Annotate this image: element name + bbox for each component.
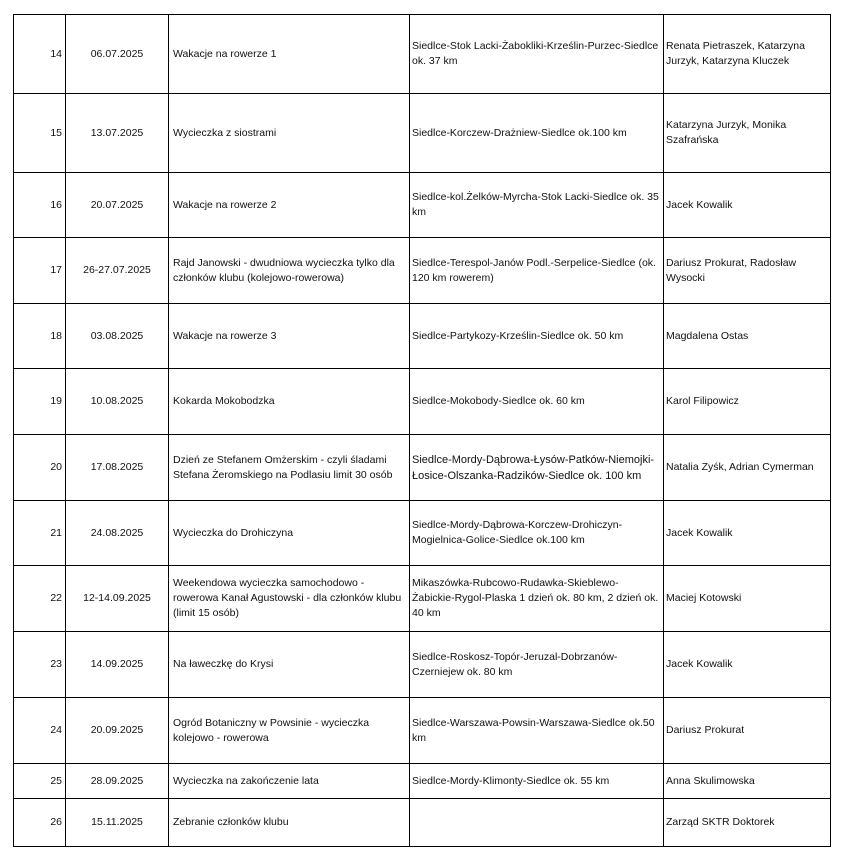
trip-name: Wycieczka z siostrami — [169, 94, 410, 173]
trip-date: 13.07.2025 — [66, 94, 169, 173]
table-row — [14, 435, 831, 501]
trip-route: Siedlce-Terespol-Janów Podl.-Serpelice-Siedlce (ok. 120 km rowerem) — [410, 238, 664, 304]
trip-number: 22 — [14, 566, 66, 632]
trip-name: Na ławeczkę do Krysi — [169, 632, 410, 698]
table-row — [14, 698, 831, 764]
table-row — [14, 764, 831, 799]
trip-name: Wakacje na rowerze 1 — [169, 15, 410, 94]
trip-date: 12-14.09.2025 — [66, 566, 169, 632]
trip-leaders: Magdalena Ostas — [664, 304, 831, 369]
trip-leaders: Katarzyna Jurzyk, Monika Szafrańska — [664, 94, 831, 173]
table-row — [14, 799, 831, 847]
trip-route: Siedlce-kol.Żelków-Myrcha-Stok Lacki-Siedlce ok. 35 km — [410, 173, 664, 238]
table-row — [14, 501, 831, 566]
trip-name: Wycieczka na zakończenie lata — [169, 764, 410, 799]
trip-date: 10.08.2025 — [66, 369, 169, 435]
trip-leaders: Dariusz Prokurat — [664, 698, 831, 764]
trip-route: Mikaszówka-Rubcowo-Rudawka-Skieblewo-Żabickie-Rygol-Plaska 1 dzień ok. 80 km, 2 dzień ok. 40 km — [410, 566, 664, 632]
trip-number: 21 — [14, 501, 66, 566]
trip-date: 20.07.2025 — [66, 173, 169, 238]
trip-date: 20.09.2025 — [66, 698, 169, 764]
table-row — [14, 238, 831, 304]
trip-number: 26 — [14, 799, 66, 847]
table-row — [14, 632, 831, 698]
trip-route: Siedlce-Roskosz-Topór-Jeruzal-Dobrzanów-Czerniejew ok. 80 km — [410, 632, 664, 698]
trip-route: Siedlce-Mordy-Klimonty-Siedlce ok. 55 km — [410, 764, 664, 799]
table-row — [14, 94, 831, 173]
trip-name: Ogród Botaniczny w Powsinie - wycieczka kolejowo - rowerowa — [169, 698, 410, 764]
trip-date: 14.09.2025 — [66, 632, 169, 698]
trip-schedule-table — [13, 14, 831, 847]
trip-number: 16 — [14, 173, 66, 238]
trip-date: 15.11.2025 — [66, 799, 169, 847]
trip-leaders: Dariusz Prokurat, Radosław Wysocki — [664, 238, 831, 304]
trip-route: Siedlce-Stok Lacki-Żaboklik​i-Krześlin-Purzec-Siedlce ok. 37 km — [410, 15, 664, 94]
table-row — [14, 15, 831, 94]
trip-name: Rajd Janowski - dwudniowa wycieczka tylko dla członków klubu (kolejowo-rowerowa) — [169, 238, 410, 304]
trip-route: Siedlce-Mokobody-Siedlce ok. 60 km — [410, 369, 664, 435]
trip-leaders: Zarząd SKTR Doktorek — [664, 799, 831, 847]
trip-number: 14 — [14, 15, 66, 94]
trip-route: Siedlce-Partykozy-Krześlin-Siedlce ok. 50 km — [410, 304, 664, 369]
trip-number: 18 — [14, 304, 66, 369]
trip-name: Weekendowa wycieczka samochodowo - rowerowa Kanał Agustowski - dla członków klubu (limit 15 osób) — [169, 566, 410, 632]
trip-date: 03.08.2025 — [66, 304, 169, 369]
trip-date: 26-27.07.2025 — [66, 238, 169, 304]
trip-date: 24.08.2025 — [66, 501, 169, 566]
trip-name: Zebranie członków klubu — [169, 799, 410, 847]
trip-number: 19 — [14, 369, 66, 435]
trip-route: Siedlce-Mordy-Dąbrowa-Korczew-Drohiczyn-Mogielnica-Golice-Siedlce ok.100 km — [410, 501, 664, 566]
trip-leaders: Anna Skulimowska — [664, 764, 831, 799]
trip-schedule-body — [14, 15, 831, 847]
trip-number: 20 — [14, 435, 66, 501]
table-row — [14, 369, 831, 435]
trip-leaders: Jacek Kowalik — [664, 501, 831, 566]
table-row — [14, 173, 831, 238]
trip-name: Dzień ze Stefanem Omżerskim - czyli śladami Stefana Żeromskiego na Podlasiu limit 30 osób — [169, 435, 410, 501]
trip-number: 23 — [14, 632, 66, 698]
table-row — [14, 304, 831, 369]
trip-leaders: Karol Filipowicz — [664, 369, 831, 435]
trip-name: Kokarda Mokobodzka — [169, 369, 410, 435]
trip-leaders: Jacek Kowalik — [664, 173, 831, 238]
trip-leaders: Renata Pietraszek, Katarzyna Jurzyk, Katarzyna Kluczek — [664, 15, 831, 94]
trip-name: Wakacje na rowerze 3 — [169, 304, 410, 369]
trip-route: Siedlce-Mordy-Dąbrowa-Łysów-Patków-Niemojki-Łosice-Olszanka-Radzików-Siedlce ok. 100 km — [410, 435, 664, 501]
trip-number: 25 — [14, 764, 66, 799]
trip-date: 17.08.2025 — [66, 435, 169, 501]
trip-name: Wakacje na rowerze 2 — [169, 173, 410, 238]
table-row — [14, 566, 831, 632]
trip-date: 06.07.2025 — [66, 15, 169, 94]
trip-number: 15 — [14, 94, 66, 173]
trip-date: 28.09.2025 — [66, 764, 169, 799]
trip-route: Siedlce-Korczew-Drażniew-Siedlce ok.100 km — [410, 94, 664, 173]
trip-number: 17 — [14, 238, 66, 304]
trip-name: Wycieczka do Drohiczyna — [169, 501, 410, 566]
trip-leaders: Maciej Kotowski — [664, 566, 831, 632]
trip-route — [410, 799, 664, 847]
trip-number: 24 — [14, 698, 66, 764]
trip-route: Siedlce-Warszawa-Powsin-Warszawa-Siedlce ok.50 km — [410, 698, 664, 764]
trip-leaders: Jacek Kowalik — [664, 632, 831, 698]
trip-leaders: Natalia Zyśk, Adrian Cymerman — [664, 435, 831, 501]
